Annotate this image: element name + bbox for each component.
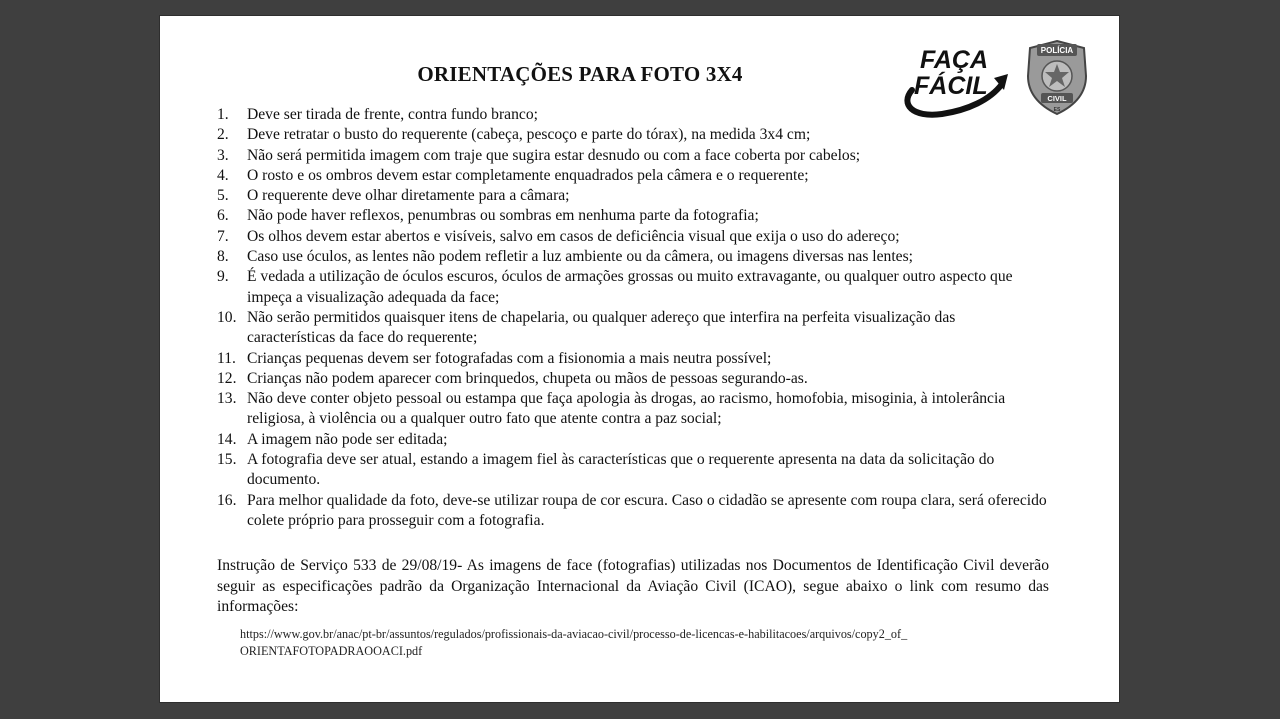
item-text: Deve retratar o busto do requerente (cabeça, pescoço e parte do tórax), na medida 3x4 cm; [247,126,811,144]
item-number: 10. [217,308,237,326]
item-text: Não será permitida imagem com traje que sugira estar desnudo ou com a face coberta por cabelos; [247,146,861,164]
item-text: Não pode haver reflexos, penumbras ou sombras em nenhuma parte da fotografia; [247,207,759,225]
list-item [217,125,1047,145]
reference-link[interactable] [240,626,1040,659]
seal-state-text: ES [1053,107,1061,113]
list-item [217,267,1047,308]
item-text: A imagem não pode ser editada; [247,430,448,448]
page-title: ORIENTAÇÕES PARA FOTO 3X4 [417,62,743,86]
logo-line1: FAÇA [920,46,989,74]
item-number: 15. [217,451,237,469]
item-text: Não deve conter objeto pessoal ou estampa que faça apologia às drogas, ao racismo, homofobia, misoginia, à intolerância religiosa, à violência ou a qualquer outro fato que atente contra a paz social; [247,390,1006,428]
guidelines-list [217,105,1047,531]
list-item [217,389,1047,430]
item-text: Não serão permitidos quaisquer itens de chapelaria, ou qualquer adereço que interfira na perfeita visualização das características da face do requerente; [247,308,956,347]
list-item [217,247,1047,267]
list-item [217,166,1047,186]
item-text: A fotografia deve ser atual, estando a imagem fiel às características que o requerente apresenta na data da solicitação do documento. [247,451,995,489]
item-text: O requerente deve olhar diretamente para a câmara; [247,187,570,205]
item-text: Para melhor qualidade da foto, deve-se utilizar roupa de cor escura. Caso o cidadão se apresente com roupa clara, será oferecido colete próprio para prosseguir com a fotografia. [247,491,1047,529]
link-line-2[interactable]: ORIENTAFOTOPADRAOOACI.pdf [240,643,423,658]
item-number: 12. [217,369,237,387]
logo-line2: FÁCIL [914,72,988,100]
item-text: Os olhos devem estar abertos e visíveis, salvo em casos de deficiência visual que exija o uso do adereço; [247,227,900,245]
item-number: 2. [217,126,229,144]
list-item [217,146,1047,166]
link-line-1[interactable]: https://www.gov.br/anac/pt-br/assuntos/regulados/profissionais-da-aviacao-civil/processo-de-licencas-e-habilitacoes/arquivos/copy2_of_ [240,627,908,641]
list-item [217,105,1047,125]
document-page [160,16,1119,702]
service-instruction: Instrução de Serviço 533 de 29/08/19- As imagens de face (fotografias) utilizadas nos Documentos de Identificação Civil deverão seguir as especificações padrão da Organização Internacional da Aviação Civil (ICAO), segue abaixo o link com resumo das informações: [217,557,1049,615]
seal-top-text: POLÍCIA [1040,46,1074,55]
list-item [217,491,1047,532]
item-text: Caso use óculos, as lentes não podem refletir a luz ambiente ou da câmera, ou imagens diversas nas lentes; [247,248,913,266]
item-text: O rosto e os ombros devem estar completamente enquadrados pela câmera e o requerente; [247,166,809,184]
list-item [217,450,1047,491]
list-item [217,186,1047,206]
item-number: 11. [217,349,236,367]
item-number: 4. [217,166,229,184]
item-text: Crianças pequenas devem ser fotografadas com a fisionomia a mais neutra possível; [247,349,772,367]
list-item [217,308,1047,349]
item-text: Crianças não podem aparecer com brinquedos, chupeta ou mãos de pessoas segurando-as. [247,369,808,387]
list-item [217,349,1047,369]
list-item [217,369,1047,389]
item-number: 9. [217,268,229,286]
item-text: Deve ser tirada de frente, contra fundo branco; [247,106,538,123]
item-number: 8. [217,248,229,266]
item-number: 3. [217,146,229,164]
item-text: É vedada a utilização de óculos escuros, óculos de armações grossas ou muito extravagante, ou qualquer outro aspecto que impeça a visualização adequada da face; [247,268,1013,306]
list-item [217,430,1047,450]
item-number: 16. [217,491,237,509]
item-number: 1. [217,106,229,123]
seal-bottom-text: CIVIL [1047,94,1067,103]
item-number: 13. [217,390,237,408]
item-number: 7. [217,227,229,245]
item-number: 5. [217,187,229,205]
list-item [217,227,1047,247]
list-item [217,206,1047,226]
item-number: 14. [217,430,237,448]
item-number: 6. [217,207,229,225]
